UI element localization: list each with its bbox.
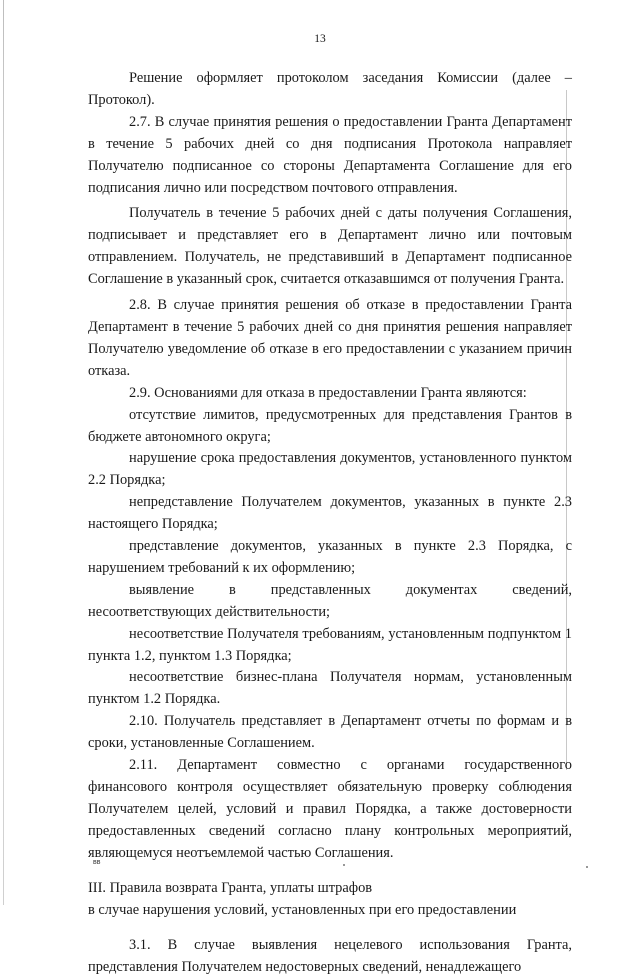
paragraph: выявление в представленных документах сведений, несоответствующих действительности; [88, 581, 572, 620]
scan-speck [343, 864, 345, 866]
paragraph: 2.10. Получатель представляет в Департамент отчеты по формам и в сроки, установленные Соглашением. [88, 713, 572, 752]
paragraph: несоответствие бизнес-плана Получателя нормам, установленным пунктом 1.2 Порядка. [88, 669, 572, 708]
paragraph: 2.8. В случае принятия решения об отказе в предоставлении Гранта Департамент в течение 5 рабочих дней со дня принятия решения направляет Получателю уведомление об отказе в его предоставлении с указанием причин отказа. [88, 297, 572, 379]
paragraph: 3.1. В случае выявления нецелевого использования Гранта, представления Получателем недостоверных сведений, ненадлежащего [88, 936, 572, 975]
paragraph: 2.11. Департамент совместно с органами государственного финансового контроля осуществляет обязательную проверку соблюдения Получателем целей, условий и правил Порядка, а также достоверности предоставленных сведений согласно плану контрольных мероприятий, являющемуся неотъемлемой частью Соглашения. [88, 757, 572, 861]
paragraph: Решение оформляет протоколом заседания Комиссии (далее – Протокол). [88, 70, 572, 108]
section-heading-line: в случае нарушения условий, установленных при его предоставлении [88, 901, 517, 918]
paragraph: 2.9. Основаниями для отказа в предоставлении Гранта являются: [129, 384, 527, 401]
paragraph: непредставление Получателем документов, указанных в пункте 2.3 настоящего Порядка; [88, 494, 572, 533]
paragraph: отсутствие лимитов, предусмотренных для представления Грантов в бюджете автономного округа; [88, 406, 572, 445]
scan-speck [586, 866, 588, 868]
paragraph: представление документов, указанных в пункте 2.3 Порядка, с нарушением требований к их оформлению; [88, 538, 572, 576]
paragraph: Получатель в течение 5 рабочих дней с даты получения Соглашения, подписывает и представляет его в Департамент лично или почтовым отправлением. Получатель, не представивший в Департамент подписанное Соглашение в указанный срок, считается отказавшимся от получения Гранта. [88, 205, 572, 288]
paragraph: несоответствие Получателя требованиям, установленным подпунктом 1 пункта 1.2, пунктом 1.3 Порядка; [88, 625, 572, 664]
page-number: 13 [314, 33, 326, 45]
paragraph: 2.7. В случае принятия решения о предоставлении Гранта Департамент в течение 5 рабочих дней со дня подписания Протокола направляет Получателю подписанное со стороны Департамента Соглашение для его подписания лично или посредством почтового отправления. [88, 113, 572, 196]
footer-mark: вв [93, 859, 101, 866]
document-body [88, 68, 572, 978]
section-heading-line: III. Правила возврата Гранта, уплаты штрафов [88, 879, 373, 896]
paragraph: нарушение срока предоставления документов, установленного пунктом 2.2 Порядка; [88, 450, 572, 489]
scan-edge [3, 0, 4, 905]
section-heading [88, 877, 572, 921]
